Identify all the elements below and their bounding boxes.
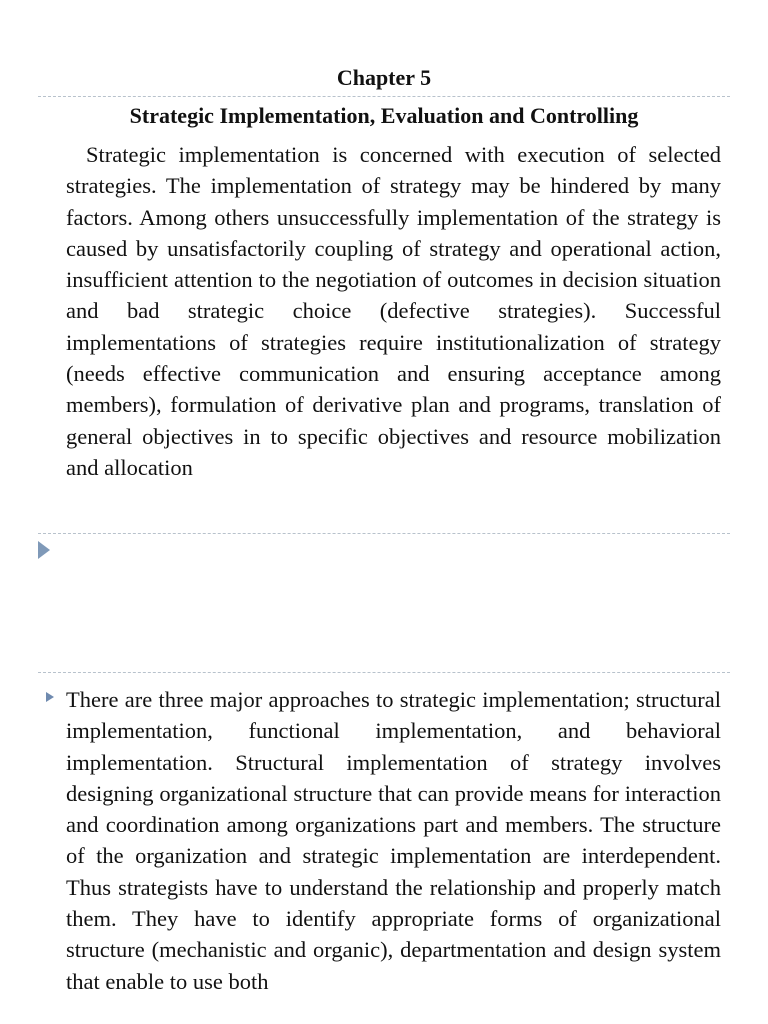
section-title: Strategic Implementation, Evaluation and Controlling xyxy=(129,103,639,128)
divider-lower xyxy=(38,672,730,673)
paragraph-intro: Strategic implementation is concerned with execution of selected strategies. The implementation of strategy may be hindered by many factors. Among others unsuccessfully implementation of the strategy is caused by unsatisfactorily coupling of strategy and operational action, insufficient attention to the negotiation of outcomes in decision situation and bad strategic choice (defective strategies). Successful implementations of strategies require institutionalization of strategy (needs effective communication and ensuring acceptance among members), formulation of derivative plan and programs, translation of general objectives in to specific objectives and resource mobilization and allocation xyxy=(66,142,721,480)
divider-top xyxy=(38,96,730,97)
chapter-title: Chapter 5 xyxy=(336,65,432,90)
paragraph-approaches: There are three major approaches to strategic implementation; structural implementation, functional implementation, and behavioral implementation. Structural implementation of strategy involves designing organizational structure that can provide means for interaction and coordination among organizations part and members. The structure of the organization and strategic implementation are interdependent. Thus strategists have to understand the relationship and properly match them. They have to identify appropriate forms of organizational structure (mechanistic and organic), departmentation and design system that enable to use both xyxy=(66,687,721,994)
triangle-right-icon xyxy=(38,541,50,559)
triangle-right-icon xyxy=(46,692,54,702)
divider-middle xyxy=(38,533,730,534)
